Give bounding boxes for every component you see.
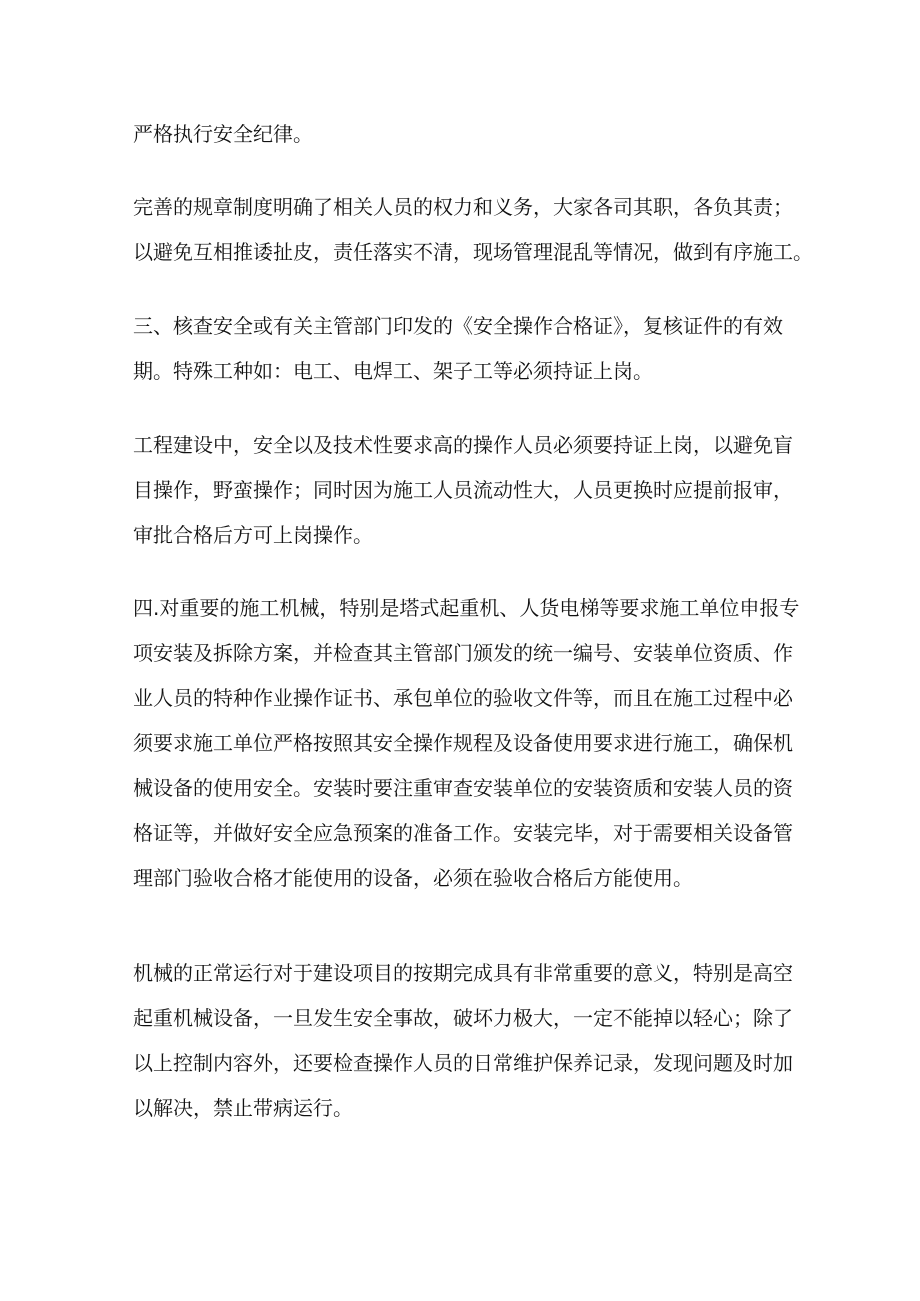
text-line: 以上控制内容外，还要检查操作人员的日常维护保养记录，发现问题及时加 (133, 1051, 793, 1075)
text-line: 械设备的使用安全。安装时要注重审查安装单位的安装资质和安装人员的资 (133, 776, 793, 800)
paragraph-rules-regulations (133, 185, 823, 275)
text-line: 工程建设中，安全以及技术性要求高的操作人员必须要持证上岗，以避免盲 (133, 433, 793, 457)
text-line: 格证等，并做好安全应急预案的准备工作。安装完毕，对于需要相关设备管 (133, 821, 793, 845)
text-line: 四.对重要的施工机械，特别是塔式起重机、人货电梯等要求施工单位申报专 (133, 596, 800, 620)
paragraph-construction-machinery (133, 586, 823, 901)
text-line: 目操作，野蛮操作；同时因为施工人员流动性大，人员更换时应提前报审， (133, 478, 793, 502)
text-line: 机械的正常运行对于建设项目的按期完成具有非常重要的意义，特别是高空 (133, 961, 793, 985)
text-line: 完善的规章制度明确了相关人员的权力和义务，大家各司其职，各负其责； (133, 195, 793, 219)
text-line: 起重机械设备，一旦发生安全事故，破坏力极大，一定不能掉以轻心；除了 (133, 1006, 793, 1030)
paragraph-safety-discipline (133, 112, 823, 157)
text-line: 理部门验收合格才能使用的设备，必须在验收合格后方能使用。 (133, 866, 693, 890)
text-line: 须要求施工单位严格按照其安全操作规程及设备使用要求进行施工，确保机 (133, 731, 793, 755)
text-line: 项安装及拆除方案，并检查其主管部门颁发的统一编号、安装单位资质、作 (133, 641, 793, 665)
text-line: 严格执行安全纪律。 (133, 122, 313, 146)
text-line: 以避免互相推诿扯皮，责任落实不清，现场管理混乱等情况，做到有序施工。 (133, 240, 813, 264)
text-line: 期。特殊工种如：电工、电焊工、架子工等必须持证上岗。 (133, 359, 653, 383)
text-line: 三、核查安全或有关主管部门印发的《安全操作合格证》，复核证件的有效 (133, 314, 783, 338)
paragraph-certificate-check (133, 304, 823, 394)
paragraph-machinery-operation (133, 951, 823, 1131)
paragraph-certified-operators (133, 423, 823, 558)
text-line: 以解决，禁止带病运行。 (133, 1096, 353, 1120)
text-line: 审批合格后方可上岗操作。 (133, 523, 373, 547)
text-line: 业人员的特种作业操作证书、承包单位的验收文件等，而且在施工过程中必 (133, 686, 793, 710)
